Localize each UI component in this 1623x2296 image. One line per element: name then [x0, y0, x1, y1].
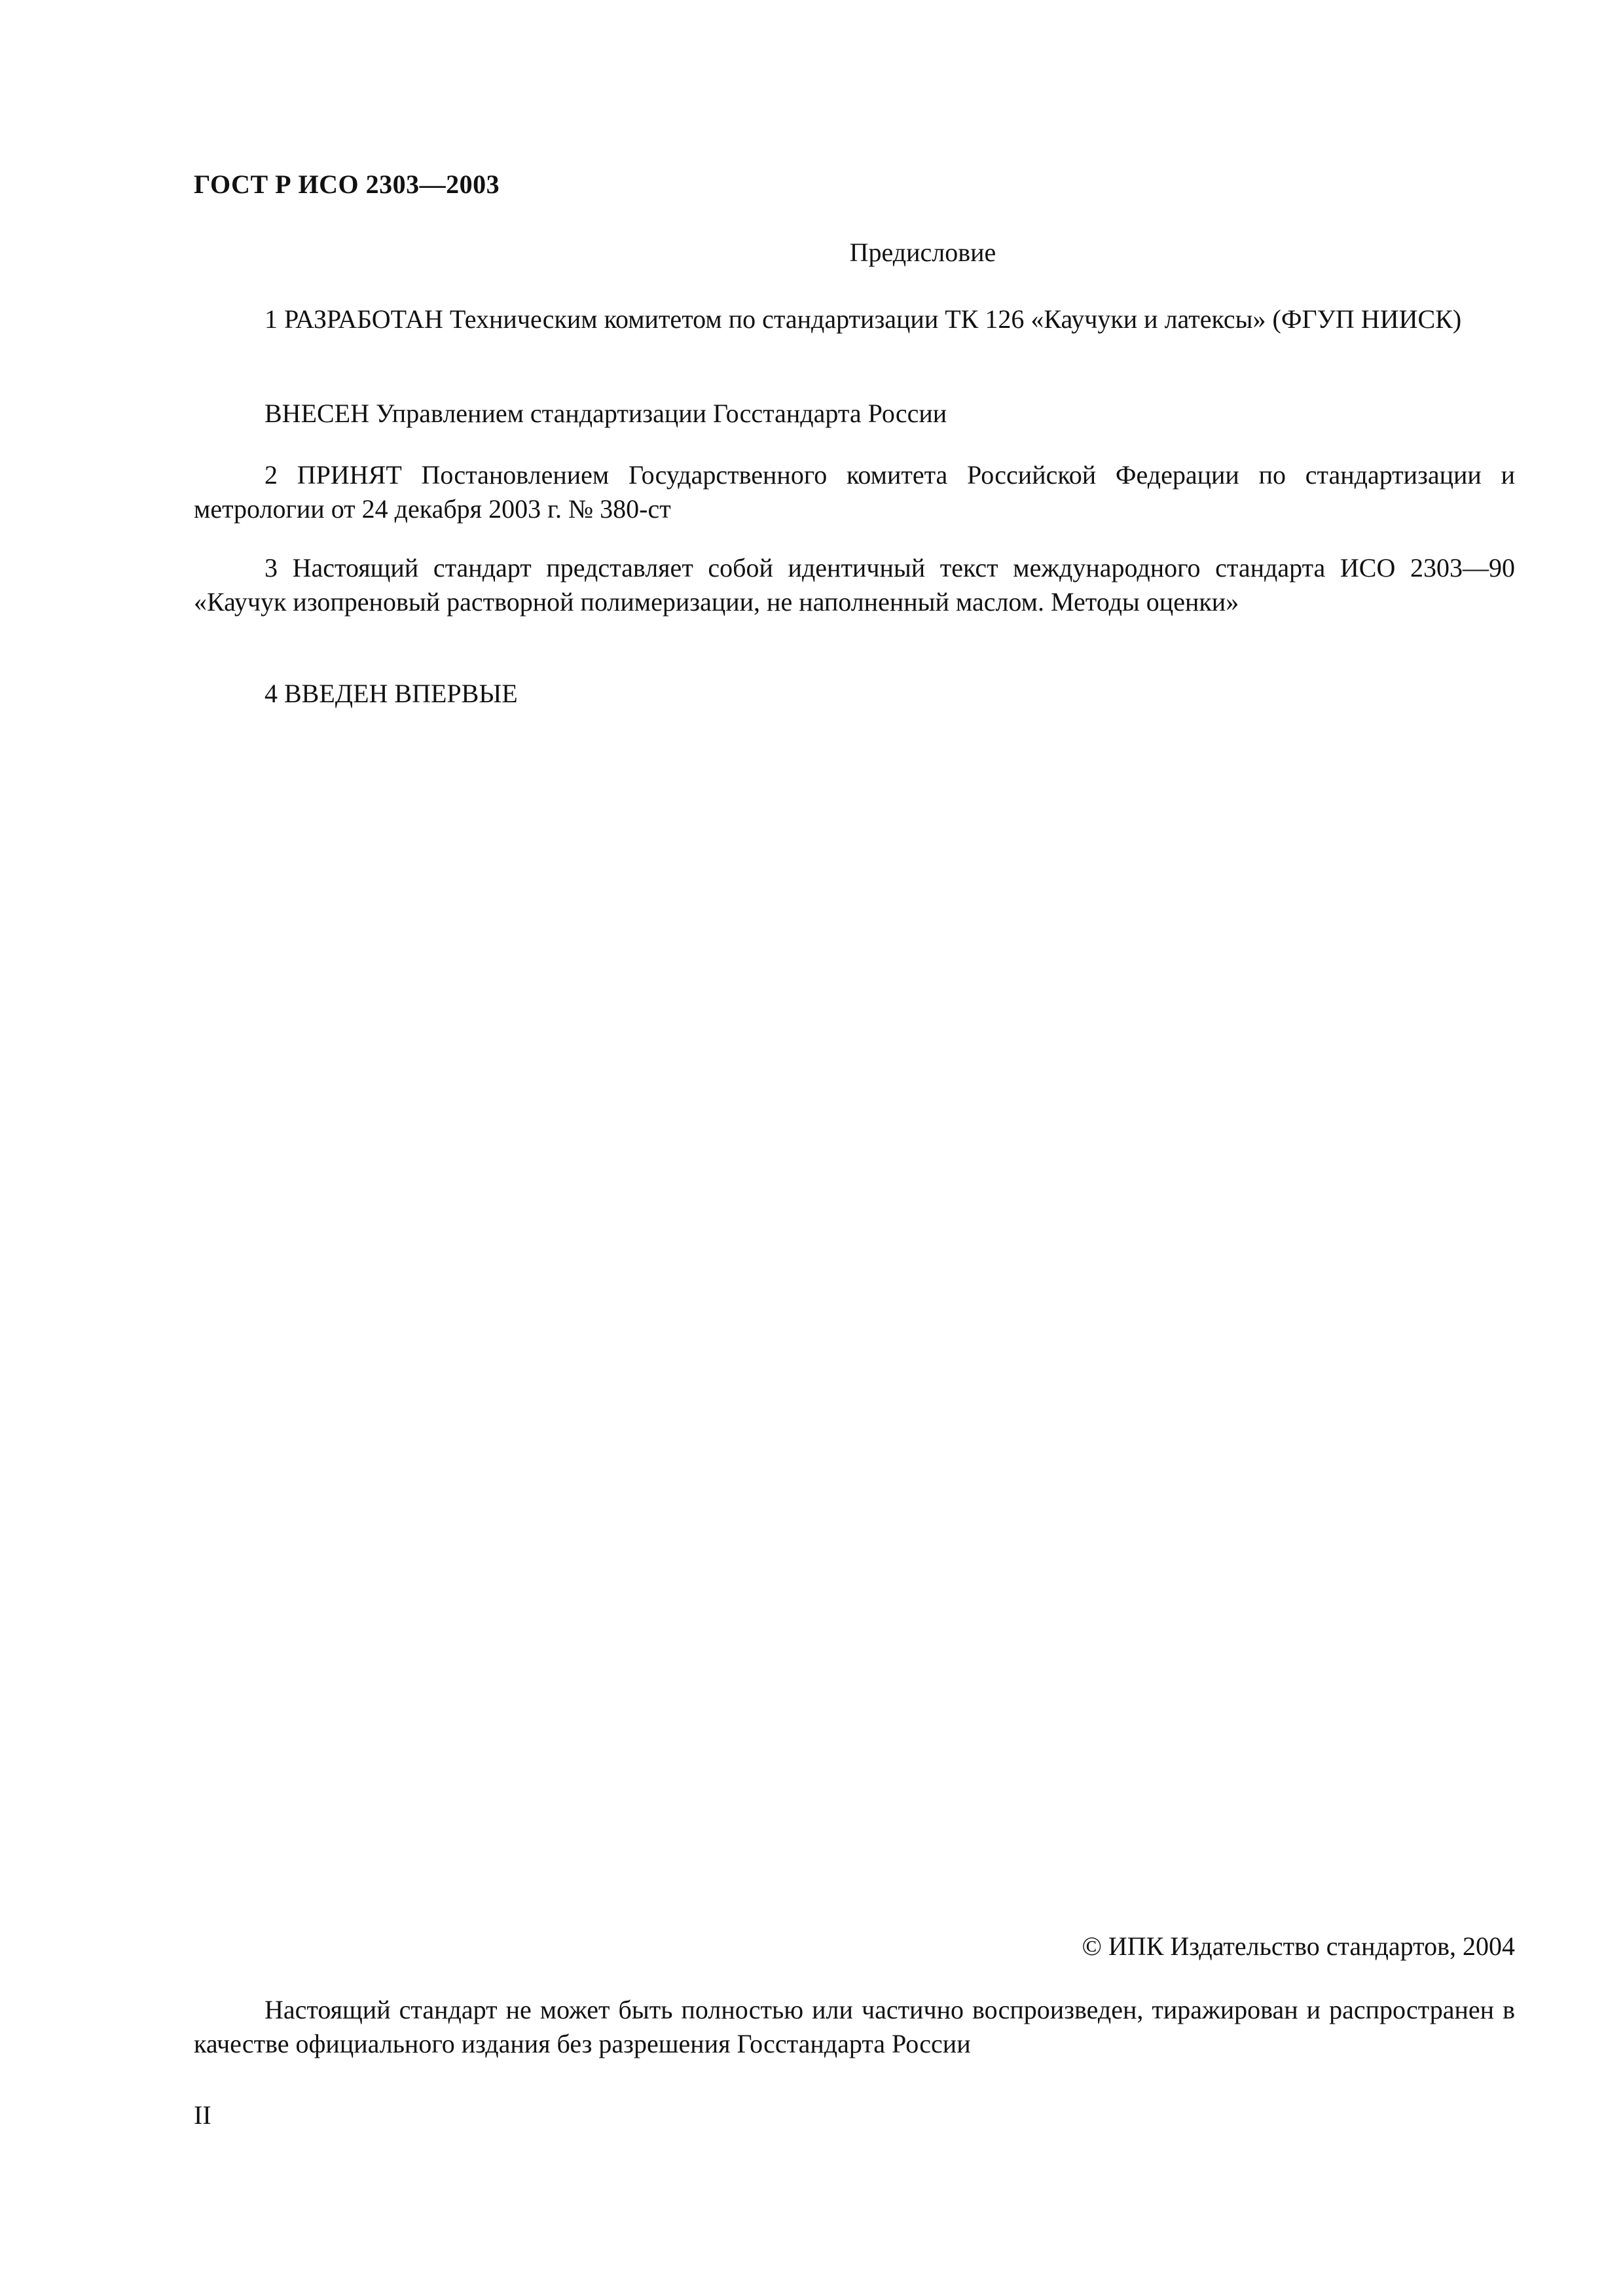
standard-code-header: ГОСТ Р ИСО 2303—2003 [194, 170, 500, 199]
paragraph-developed: 1 РАЗРАБОТАН Техническим комитетом по стандартизации ТК 126 «Каучуки и латексы» (ФГУП НИИСК) [264, 304, 1462, 334]
paragraph-introduced: 4 ВВЕДЕН ВПЕРВЫЕ [264, 679, 518, 708]
reproduction-notice: Настоящий стандарт не может быть полностью или частично воспроизведен, тиражирован и распространен в качестве официального издания без разрешения Госстандарта России [194, 1995, 1515, 2058]
paragraph-adopted: 2 ПРИНЯТ Постановлением Государственного комитета Российской Федерации по стандартизации и метрологии от 24 декабря 2003 г. № 380-ст [194, 460, 1515, 524]
page-number: II [194, 2100, 211, 2130]
copyright-line: © ИПК Издательство стандартов, 2004 [1082, 1931, 1515, 1961]
paragraph-identical-text: 3 Настоящий стандарт представляет собой идентичный текст международного стандарта ИСО 2303—90 «Каучук изопреновый растворной полимеризации, не наполненный маслом. Методы оценки» [194, 553, 1515, 617]
paragraph-submitted: ВНЕСЕН Управлением стандартизации Госстандарта России [264, 399, 947, 428]
section-title: Предисловие [849, 238, 996, 267]
